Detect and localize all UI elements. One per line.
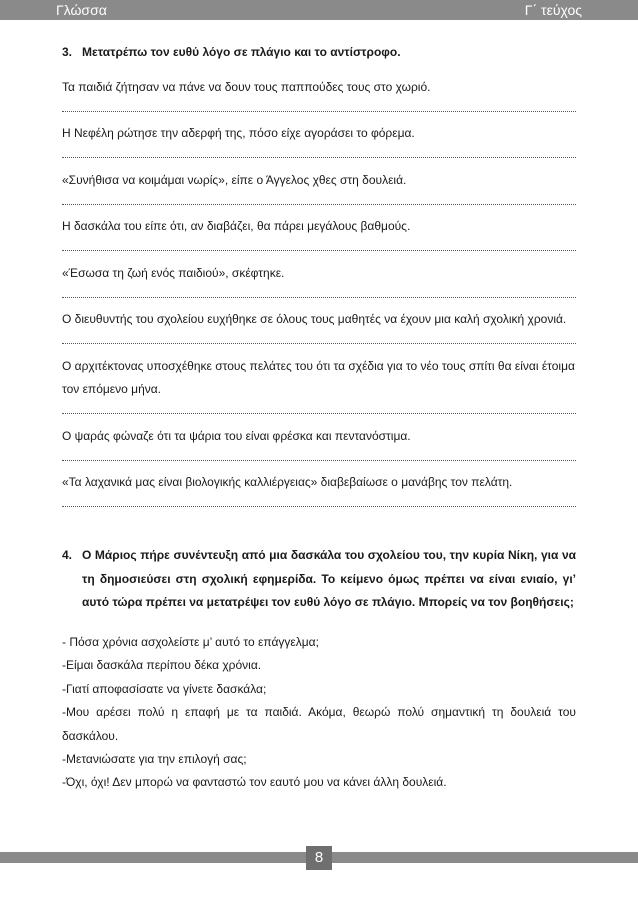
answer-line-3[interactable] [62,204,576,205]
answer-line-4[interactable] [62,250,576,251]
dialogue-line-3: -Γιατί αποφασίσατε να γίνετε δασκάλα; [62,682,267,696]
exercise-3-title: Μετατρέπω τον ευθύ λόγο σε πλάγιο και το αντίστροφο. [82,45,401,59]
header-bar [0,0,638,20]
answer-line-9[interactable] [62,506,576,507]
dialogue-line-6: -Όχι, όχι! Δεν μπορώ να φανταστώ τον εαυτό μου να κάνει άλλη δουλειά. [62,775,447,789]
sentence-4: Η δασκάλα του είπε ότι, αν διαβάζει, θα πάρει μεγάλους βαθμούς. [62,219,411,233]
answer-line-6[interactable] [62,343,576,344]
exercise-4-number: 4. [62,548,73,562]
dialogue-line-4-cont: δασκάλου. [62,729,119,743]
sentence-3: «Συνήθισα να κοιμάμαι νωρίς», είπε ο Άγγελος χθες στη δουλειά. [62,173,407,187]
dialogue-line-1: - Πόσα χρόνια ασχολείστε μ’ αυτό το επάγγελμα; [62,635,319,649]
sentence-2: Η Νεφέλη ρώτησε την αδερφή της, πόσο είχε αγοράσει το φόρεμα. [62,126,415,140]
answer-line-5[interactable] [62,297,576,298]
sentence-5: «Έσωσα τη ζωή ενός παιδιού», σκέφτηκε. [62,266,285,280]
header-issue: Γ΄ τεύχος [524,2,582,18]
dialogue-line-4: -Μου αρέσει πολύ η επαφή με τα παιδιά. Ακόμα, θεωρώ πολύ σημαντική τη δουλειά του [62,705,576,719]
page-number: 8 [306,846,332,870]
exercise-3-number: 3. [62,45,73,59]
dialogue-line-5: -Μετανιώσατε για την επιλογή σας; [62,752,247,766]
sentence-7b: τον επόμενο μήνα. [62,382,162,396]
sentence-8: Ο ψαράς φώναζε ότι τα ψάρια του είναι φρέσκα και πεντανόστιμα. [62,429,411,443]
answer-line-7[interactable] [62,413,576,414]
exercise-4-prompt: Ο Μάριος πήρε συνέντευξη από μια δασκάλα του σχολείου του, την κυρία Νίκη, για να τη δημοσιεύσει στη σχολική εφημερίδα. Το κείμενο όμως πρέπει να είναι ενιαίο, γι’ αυτό τώρα πρέπει να μετατρέψει τον ευθύ λόγο σε πλάγιο. Μπορείς να τον βοηθήσεις; [82,548,576,609]
header-subject: Γλώσσα [56,2,107,18]
sentence-6: Ο διευθυντής του σχολείου ευχήθηκε σε όλους τους μαθητές να έχουν μια καλή σχολική χρονιά. [62,312,567,326]
sentence-9: «Τα λαχανικά μας είναι βιολογικής καλλιέργειας» διαβεβαίωσε ο μανάβης τον πελάτη. [62,475,513,489]
sentence-1: Τα παιδιά ζήτησαν να πάνε να δουν τους παππούδες τους στο χωριό. [62,80,431,94]
dialogue-line-2: -Είμαι δασκάλα περίπου δέκα χρόνια. [62,658,262,672]
answer-line-1[interactable] [62,111,576,112]
answer-line-8[interactable] [62,460,576,461]
sentence-7a: Ο αρχιτέκτονας υποσχέθηκε στους πελάτες του ότι τα σχέδια για το νέο τους σπίτι θα είναι έτοιμα [62,359,575,373]
answer-line-2[interactable] [62,157,576,158]
